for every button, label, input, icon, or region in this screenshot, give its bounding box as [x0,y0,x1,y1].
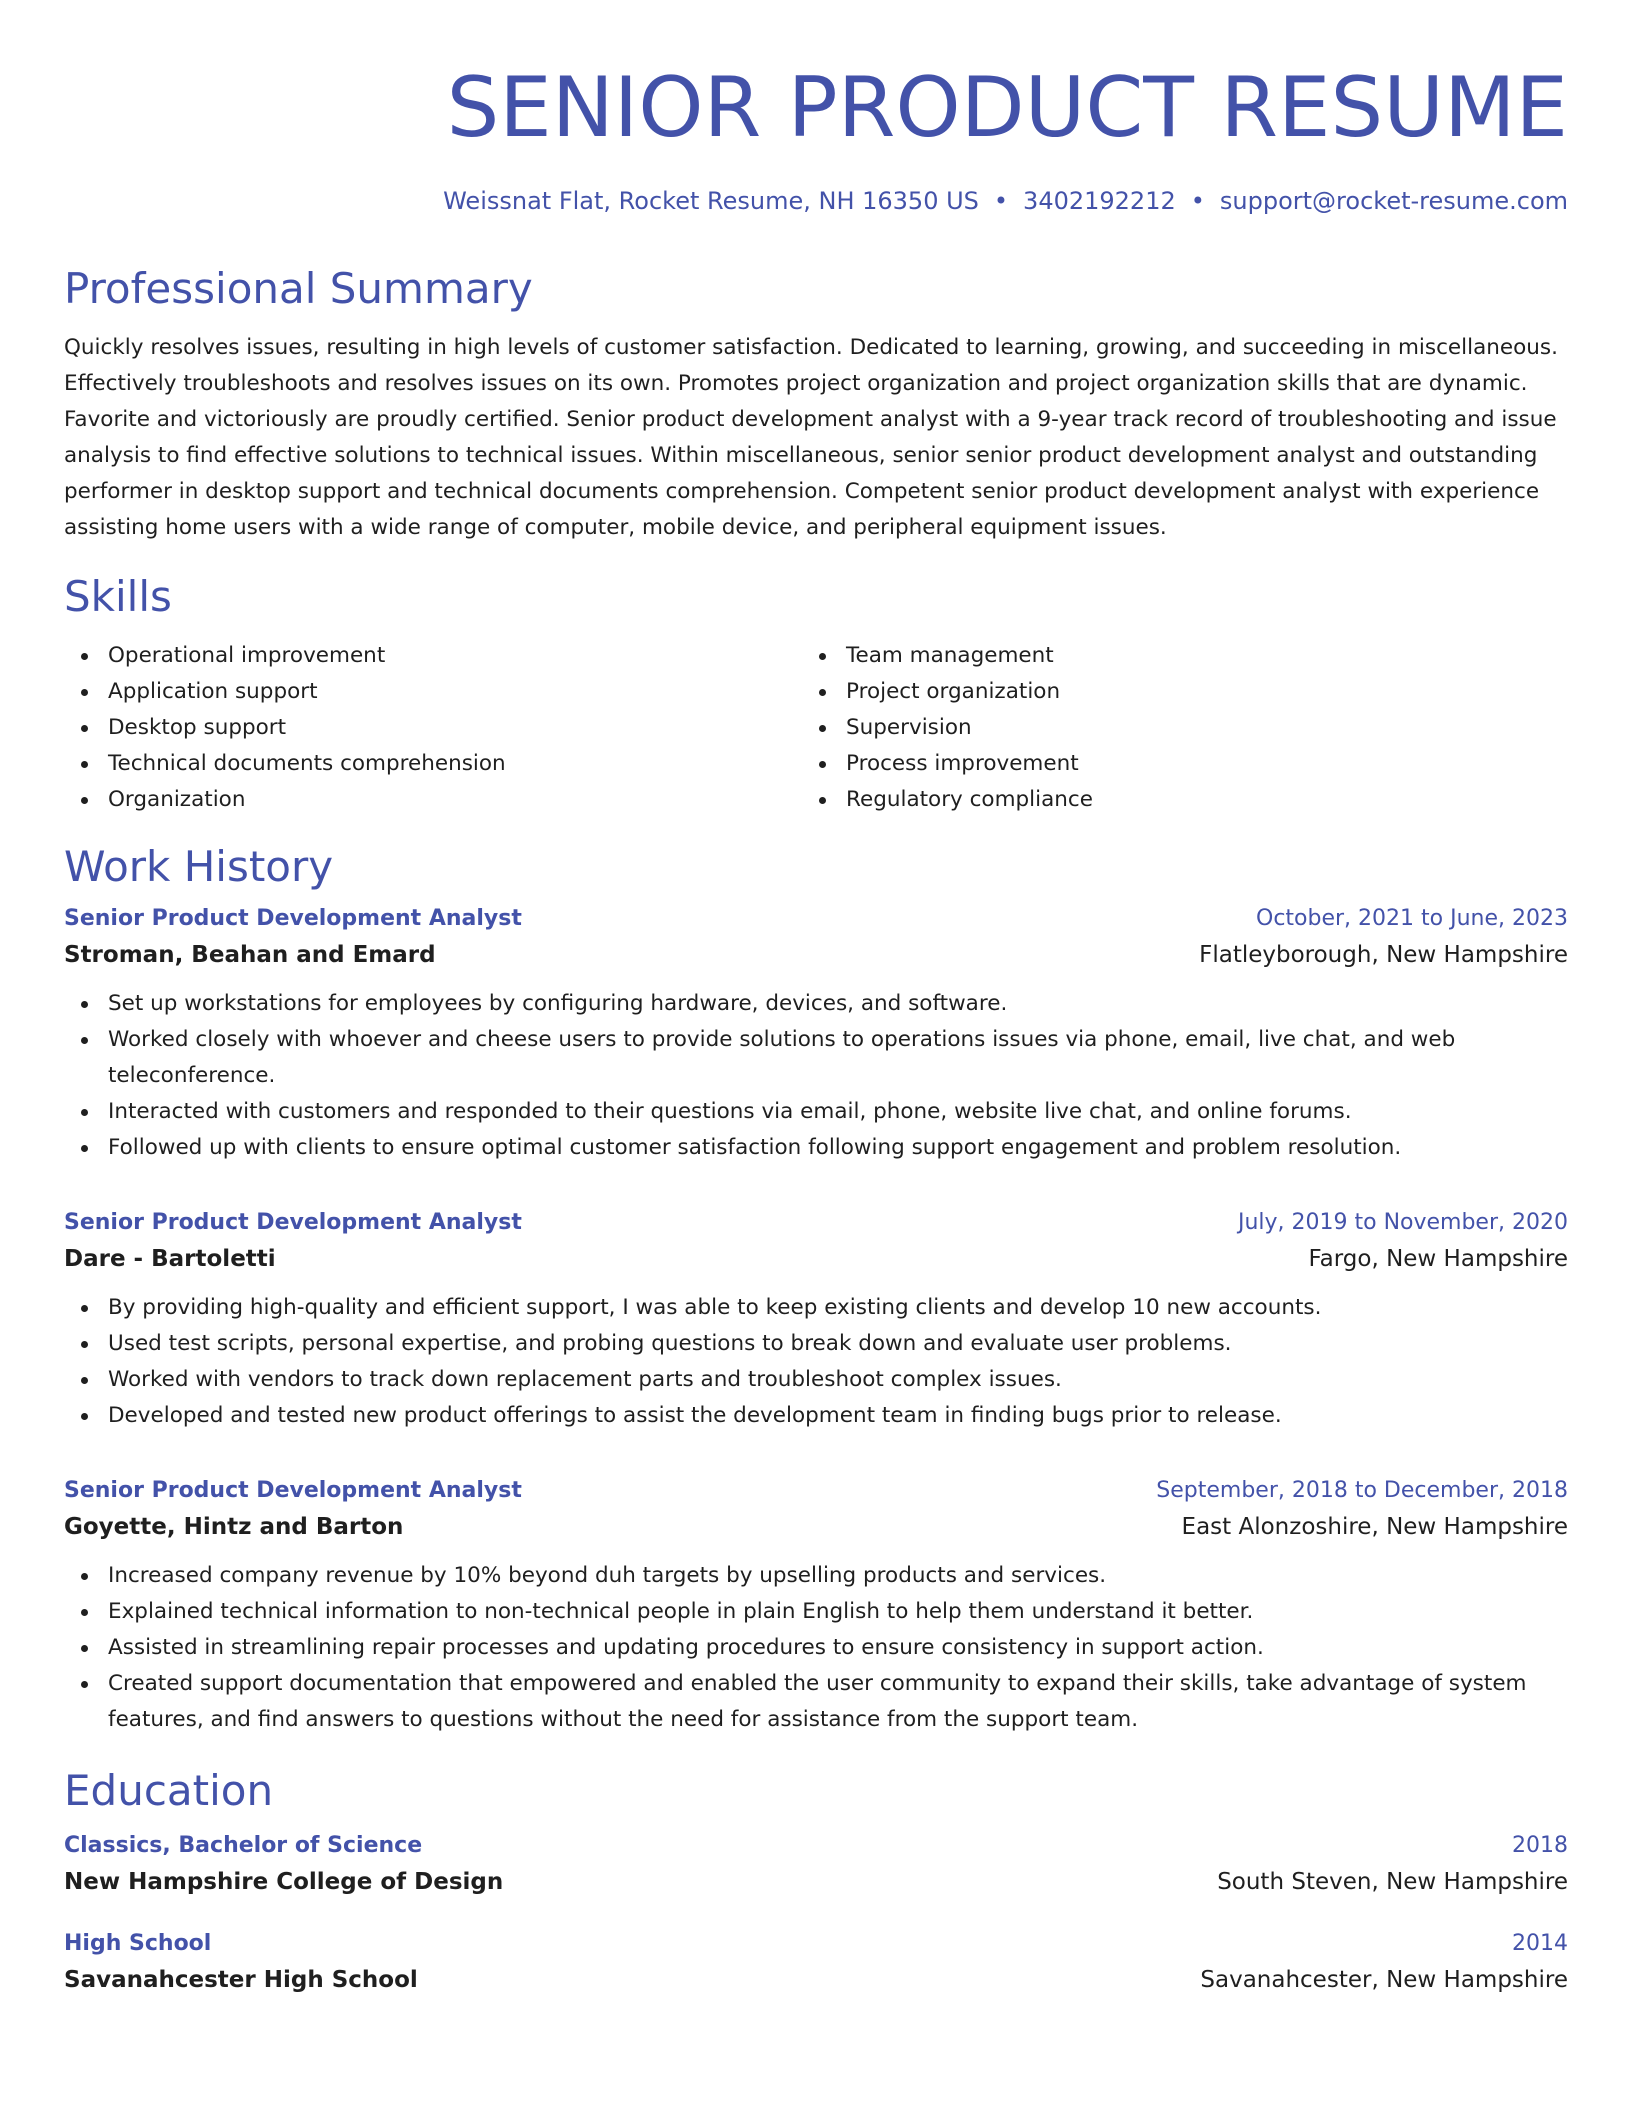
summary-text: Quickly resolves issues, resulting in high levels of customer satisfaction. Dedicated to learning, growing, and succeeding in miscellaneous. Effectively troubleshoots and resolves issues on its own. Promotes project organization and project organization skills that are dynamic. Favorite and victoriously are proudly certified. Senior product development analyst with a 9-year track record of troubleshooting and issue analysis to find effective solutions to technical issues. Within miscellaneous, senior senior product development analyst and outstanding performer in desktop support and technical documents comprehension. Competent senior product development analyst with experience assisting home users with a wide range of computer, mobile device, and peripheral equipment issues. [64,334,1558,540]
education-school-row [64,1961,1568,1999]
education-location: South Steven, New Hampshire [1217,1868,1568,1895]
contact-separator: • [1190,187,1205,215]
job-company: Stroman, Beahan and Emard [64,942,436,969]
job-company-row [64,1508,1568,1546]
skill-item: Regulatory compliance [802,782,1540,818]
education-school-row [64,1863,1568,1901]
job-location: East Alonzoshire, New Hampshire [1181,1514,1568,1541]
resume-name: SENIOR PRODUCT RESUME [446,59,1568,156]
skill-item: Technical documents comprehension [64,746,802,782]
education-location: Savanahcester, New Hampshire [1200,1966,1568,1993]
skill-item: Application support [64,674,802,710]
education-entry [64,1829,1568,1901]
job-header-row [64,1474,1568,1508]
contact-email: support@rocket-resume.com [1219,187,1568,215]
job-company-row [64,936,1568,974]
skills-column-left [64,638,802,818]
job-bullet: Increased company revenue by 10% beyond duh targets by upselling products and services. [64,1558,1568,1594]
job-bullet: Created support documentation that empowered and enabled the user community to expand their skills, take advantage of system features, and find answers to questions without the need for assistance from the support team. [64,1666,1568,1738]
job-bullet: Explained technical information to non-technical people in plain English to help them understand it better. [64,1594,1568,1630]
skill-item: Project organization [802,674,1540,710]
job-dates: October, 2021 to June, 2023 [1256,906,1568,932]
job-company: Goyette, Hintz and Barton [64,1514,404,1541]
education-school: Savanahcester High School [64,1966,418,1993]
job-entry [64,1474,1568,1738]
resume-header [64,59,1568,216]
job-title: Senior Product Development Analyst [64,1210,522,1236]
skills-column-right [802,638,1540,818]
skill-item: Process improvement [802,746,1540,782]
contact-address: Weissnat Flat, Rocket Resume, NH 16350 US [443,187,979,215]
job-bullet: Used test scripts, personal expertise, and probing questions to break down and evaluate user problems. [64,1326,1568,1362]
skills-list [64,638,1568,818]
job-location: Flatleyborough, New Hampshire [1199,942,1568,969]
job-bullets [64,986,1568,1166]
education-school: New Hampshire College of Design [64,1868,504,1895]
skill-item: Desktop support [64,710,802,746]
job-location: Fargo, New Hampshire [1308,1246,1568,1273]
job-header-row [64,1206,1568,1240]
work-history-heading: Work History [64,842,334,892]
contact-separator: • [993,187,1009,215]
education-header-row [64,1927,1568,1961]
skill-item: Organization [64,782,802,818]
job-bullet: Developed and tested new product offerings to assist the development team in finding bugs prior to release. [64,1398,1568,1434]
skills-heading: Skills [64,571,172,621]
job-entry [64,902,1568,1166]
job-dates: September, 2018 to December, 2018 [1156,1478,1568,1504]
contact-line [64,187,1568,216]
education-year: 2018 [1512,1832,1568,1858]
job-bullets [64,1558,1568,1738]
job-bullet: Worked closely with whoever and cheese users to provide solutions to operations issues via phone, email, live chat, and web teleconference. [64,1022,1568,1094]
education-degree: High School [64,1930,212,1956]
job-company-row [64,1240,1568,1278]
education-header-row [64,1829,1568,1863]
job-bullet: Worked with vendors to track down replacement parts and troubleshoot complex issues. [64,1362,1568,1398]
job-bullets [64,1290,1568,1434]
education-degree: Classics, Bachelor of Science [64,1832,423,1858]
skill-item: Supervision [802,710,1540,746]
job-header-row [64,902,1568,936]
job-title: Senior Product Development Analyst [64,906,522,932]
job-company: Dare - Bartoletti [64,1246,276,1273]
job-bullet: By providing high-quality and efficient support, I was able to keep existing clients and develop 10 new accounts. [64,1290,1568,1326]
job-bullet: Assisted in streamlining repair processes and updating procedures to ensure consistency in support action. [64,1630,1568,1666]
skill-item: Operational improvement [64,638,802,674]
education-entry [64,1927,1568,1999]
contact-phone: 3402192212 [1023,187,1176,215]
job-entry [64,1206,1568,1434]
education-year: 2014 [1512,1930,1568,1956]
education-heading: Education [64,1766,274,1816]
job-title: Senior Product Development Analyst [64,1478,522,1504]
job-dates: July, 2019 to November, 2020 [1237,1210,1568,1236]
job-bullet: Followed up with clients to ensure optimal customer satisfaction following support engagement and problem resolution. [64,1130,1568,1166]
job-bullet: Set up workstations for employees by configuring hardware, devices, and software. [64,986,1568,1022]
job-bullet: Interacted with customers and responded to their questions via email, phone, website live chat, and online forums. [64,1094,1568,1130]
summary-heading: Professional Summary [64,263,533,313]
skill-item: Team management [802,638,1540,674]
